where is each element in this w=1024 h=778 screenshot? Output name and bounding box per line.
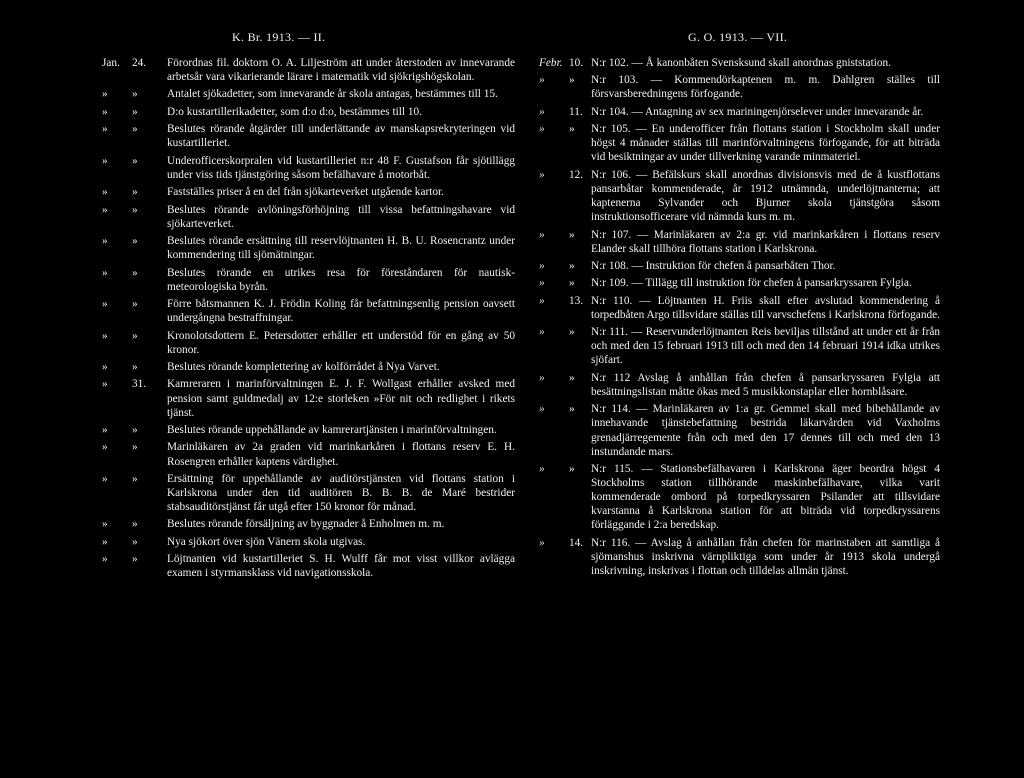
entry-day: »	[569, 326, 575, 339]
right-entry	[539, 371, 940, 399]
entry-text: Beslutes rörande en utrikes resa för föreståndaren för nautisk-meteorologiska byrån.	[167, 266, 515, 293]
left-entry	[102, 266, 515, 294]
right-entry	[539, 228, 940, 256]
entry-month: »	[102, 203, 108, 216]
entry-text: N:r 104. — Antagning av sex mariningenjörselever under innevarande år.	[591, 105, 924, 118]
entry-month: »	[102, 553, 108, 566]
left-entry	[102, 423, 515, 437]
entry-text: Fastställes priser å en del från sjökarteverket utgående kartor.	[167, 186, 444, 199]
entry-month: »	[539, 326, 545, 339]
entry-month: »	[102, 123, 108, 136]
entry-text: Beslutes rörande uppehållande av kamrerartjänsten i marinförvaltningen.	[167, 424, 497, 437]
entry-day: »	[132, 518, 138, 531]
entry-month: »	[539, 228, 545, 241]
entry-month: Febr.	[539, 57, 563, 69]
entry-month: »	[102, 361, 108, 374]
entry-day: 10.	[569, 57, 584, 69]
entry-text: Löjtnanten vid kustartilleriet S. H. Wulff får mot visst villkor avlägga examen i styrmansklass vid navigationsskola.	[167, 553, 515, 580]
entry-day: »	[132, 266, 138, 279]
right-entry	[539, 168, 940, 224]
entry-text: Beslutes rörande försäljning av byggnader å Enholmen m. m.	[167, 518, 445, 531]
right-entry	[539, 536, 940, 578]
entry-text: N:r 115. — Stationsbefälhavaren i Karlskrona äger beordra högst 4 Stockholms station tillhörande maskinbefälhavare, vilka varit kommenderade ombord på torpedkryssaren Psilander att tillsvidare kvarstanna å Karlskrona station för att biträda vid torpedkryssarens förläggande i 2:a beredskap.	[591, 463, 940, 532]
right-entry	[539, 462, 940, 532]
entry-day: »	[132, 105, 138, 118]
entry-text: N:r 110. — Löjtnanten H. Friis skall efter avslutad kommendering å torpedbåten Argo tillsvidare ställas till varvschefens i Karlskrona förfogande.	[591, 294, 940, 321]
left-entry	[102, 329, 515, 357]
entry-text: N:r 105. — En underofficer från flottans station i Stockholm skall under högst 4 månader ställas till marinförvaltningens förfogande, för att biträda vid besiktningar av under tillverkning varande minmateriel.	[591, 123, 940, 164]
entry-text: Beslutes rörande avlöningsförhöjning till vissa befattningshavare vid sjökarteverket.	[167, 203, 515, 230]
left-entry	[102, 56, 515, 84]
right-entry	[539, 105, 940, 119]
entry-month: »	[539, 74, 545, 87]
entry-month: »	[539, 168, 545, 181]
entry-day: 14.	[569, 536, 584, 549]
header-right-title: G. O. 1913. — VII.	[688, 30, 788, 44]
entry-day: »	[569, 463, 575, 475]
entry-text: N:r 106. — Befälskurs skall anordnas divisionsvis med de å kustflottans pansarbåtar kommenderade, år 1912 utnämnda, underlöjtnanterna; att kaptenerna Sylvander och Bjurner skola tjänstgöra såsom instruktionsofficerare vid nämnda kurs m. m.	[591, 168, 940, 224]
entry-text: Förordnas fil. doktorn O. A. Liljeström att under återstoden av innevarande arbetsår vara vikarierande lärare i matematik vid sjökrigshögskolan.	[167, 57, 515, 84]
entry-month: »	[539, 260, 545, 272]
entry-month: »	[102, 378, 108, 391]
entry-day: »	[132, 361, 138, 374]
entry-text: Beslutes rörande komplettering av kolförrådet å Nya Varvet.	[167, 361, 440, 374]
entry-day: »	[132, 329, 138, 342]
entry-text: Nya sjökort över sjön Vänern skola utgivas.	[167, 535, 366, 548]
entry-text: Beslutes rörande åtgärder till underlättande av manskapsrekryteringen vid kustartilleriet.	[167, 123, 515, 150]
header-left-title: K. Br. 1913. — II.	[232, 30, 326, 44]
left-entry	[102, 377, 515, 419]
entry-text: Beslutes rörande ersättning till reservlöjtnanten H. B. U. Rosencrantz under kommendering till sjömätningar.	[167, 235, 515, 262]
entry-month: »	[539, 403, 545, 416]
entry-month: »	[102, 266, 108, 279]
right-entry	[539, 259, 940, 273]
entry-text: N:r 111. — Reservunderlöjtnanten Reis beviljas tillstånd att under ett år från och med den 15 februari 1913 till och med den 14 februari 1914 idka utrikes sjöfart.	[591, 326, 940, 367]
entry-day: »	[569, 228, 575, 241]
entry-month: »	[539, 463, 545, 475]
entry-day: 13.	[569, 294, 584, 307]
entry-month: »	[102, 518, 108, 531]
entry-day: »	[132, 203, 138, 216]
left-entries	[102, 56, 515, 584]
entry-month: »	[102, 105, 108, 118]
right-entry	[539, 276, 940, 290]
entry-month: Jan.	[102, 57, 120, 69]
right-entry	[539, 122, 940, 164]
entry-text: Kronolotsdottern E. Petersdotter erhåller ett understöd för en gång av 50 kronor.	[167, 329, 515, 356]
entry-day: 11.	[569, 105, 583, 118]
right-entry	[539, 294, 940, 322]
entry-day: »	[569, 260, 575, 272]
entry-month: »	[102, 88, 108, 101]
entry-day: »	[132, 186, 138, 199]
entry-day: »	[569, 123, 575, 136]
entry-day: »	[132, 424, 138, 437]
entry-text: Kamreraren i marinförvaltningen E. J. F. Wollgast erhåller avsked med pension samt guldmedalj av 12:e storleken »För nit och redlighet i rikets tjänst.	[167, 378, 515, 419]
entry-month: »	[539, 123, 545, 136]
entry-day: 24.	[132, 57, 147, 69]
left-entry	[102, 472, 515, 514]
entry-month: »	[102, 535, 108, 548]
entry-month: »	[539, 536, 545, 549]
entry-text: Antalet sjökadetter, som innevarande år skola antagas, bestämmes till 15.	[167, 88, 498, 101]
entry-month: »	[539, 294, 545, 307]
entry-day: »	[569, 371, 575, 384]
entry-day: »	[132, 88, 138, 101]
entry-text: N:r 103. — Kommendörkaptenen m. m. Dahlgren ställes till försvarsberedningens förfogande.	[591, 74, 940, 101]
entry-month: »	[102, 298, 108, 311]
entry-month: »	[539, 277, 545, 290]
entry-day: »	[132, 154, 138, 167]
left-entry	[102, 203, 515, 231]
entry-day: 31.	[132, 378, 147, 391]
entry-month: »	[102, 329, 108, 342]
entry-text: Underofficerskorpralen vid kustartilleriet n:r 48 F. Gustafson får sjötillägg under viss tids tjänstgöring såsom befälhavare å motorbåt.	[167, 154, 515, 181]
entry-month: »	[102, 472, 108, 485]
entry-day: »	[132, 472, 138, 485]
entry-text: N:r 107. — Marinläkaren av 2:a gr. vid marinkarkåren i flottans reserv Elander skall tillhöra flottans station i Karlskrona.	[591, 228, 940, 255]
entry-text: N:r 114. — Marinläkaren av 1:a gr. Gemmel skall med bibehållande av innehavande tjänstebefattning bestrida läkarvården vid Vaxholms grenadjärregemente från och med den 17 dennes till och med den 13 instundande mars.	[591, 403, 940, 458]
entry-month: »	[102, 424, 108, 437]
right-entries	[539, 56, 940, 581]
left-entry	[102, 535, 515, 549]
entry-text: N:r 108. — Instruktion för chefen å pansarbåten Thor.	[591, 260, 836, 272]
left-entry	[102, 154, 515, 182]
left-entry	[102, 517, 515, 531]
entry-day: »	[569, 74, 575, 87]
entry-day: »	[132, 298, 138, 311]
entry-month: »	[102, 154, 108, 167]
entry-text: N:r 109. — Tillägg till instruktion för chefen å pansarkryssaren Fylgia.	[591, 277, 912, 290]
left-entry	[102, 297, 515, 325]
right-entry	[539, 325, 940, 367]
right-entry	[539, 56, 940, 70]
right-entry	[539, 73, 940, 101]
right-entry	[539, 402, 940, 458]
entry-text: N:r 116. — Avslag å anhållan från chefen för marinstaben att samtliga å sjömanshus inskrivna värnpliktiga som under år 1913 skola undergå inskrivning, inskrivas i flottan och tilldelas allmän tjänst.	[591, 536, 940, 577]
entry-month: »	[102, 441, 108, 454]
entry-month: »	[102, 235, 108, 248]
entry-day: »	[569, 403, 575, 416]
left-entry	[102, 87, 515, 101]
entry-day: 12.	[569, 168, 584, 181]
left-entry	[102, 122, 515, 150]
entry-text: N:r 102. — Å kanonbåten Svensksund skall anordnas gniststation.	[591, 57, 891, 69]
entry-day: »	[132, 235, 138, 248]
entry-day: »	[132, 535, 138, 548]
entry-day: »	[132, 553, 138, 566]
entry-text: N:r 112 Avslag å anhållan från chefen å pansarkryssaren Fylgia att besättningslistan måtte ökas med 5 musikkonstaplar eller hornblåsare.	[591, 371, 940, 398]
entry-day: »	[569, 277, 575, 290]
entry-text: D:o kustartillerikadetter, som d:o d:o, bestämmes till 10.	[167, 105, 422, 118]
entry-month: »	[539, 105, 545, 118]
entry-text: Marinläkaren av 2a graden vid marinkarkåren i flottans reserv E. H. Rosengren erhåller kaptens värdighet.	[167, 441, 515, 468]
entry-month: »	[539, 371, 545, 384]
left-entry	[102, 105, 515, 119]
entry-text: Ersättning för uppehållande av auditörstjänsten vid flottans station i Karlskrona under den tid auditören B. B. B. de Maré bestrider stabsauditörstjänst får utgå efter 150 kronor för månad.	[167, 472, 515, 514]
entry-month: »	[102, 186, 108, 199]
entry-text: Förre båtsmannen K. J. Frödin Koling får befattningsenlig pension oavsett undergångna bestraffningar.	[167, 298, 515, 325]
left-entry	[102, 360, 515, 374]
entry-day: »	[132, 123, 138, 136]
left-entry	[102, 234, 515, 262]
left-entry	[102, 440, 515, 468]
entry-day: »	[132, 441, 138, 454]
left-entry	[102, 552, 515, 580]
left-entry	[102, 185, 515, 199]
